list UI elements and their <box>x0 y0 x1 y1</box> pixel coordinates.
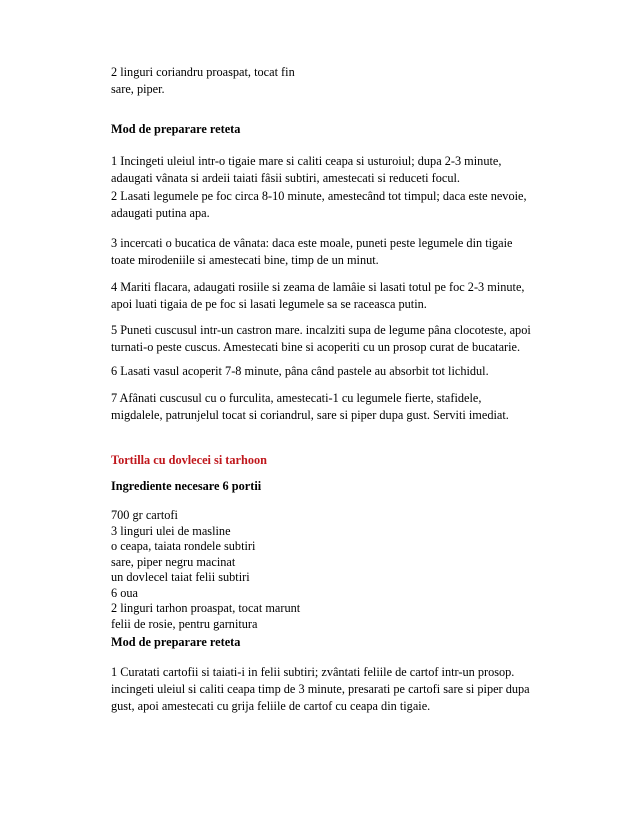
ingredients-list <box>111 508 551 632</box>
ingredients-heading: Ingrediente necesare 6 portii <box>111 479 262 493</box>
step-paragraph <box>111 390 551 424</box>
step-paragraph <box>111 363 551 380</box>
method-heading: Mod de preparare reteta <box>111 122 241 136</box>
step-line: 5 Puneti cuscusul intr-un castron mare. incalziti supa de legume pâna clocoteste, apoi <box>111 323 531 337</box>
ingredient-line: felii de rosie, pentru garnitura <box>111 616 258 631</box>
recipe-title: Tortilla cu dovlecei si tarhoon <box>111 453 267 467</box>
ingredient-line: sare, piper negru macinat <box>111 554 236 569</box>
step-line: turnati-o peste cuscus. Amestecati bine si acoperiti cu un prosop curat de bucatarie. <box>111 340 521 354</box>
step-line: 7 Afânati cuscusul cu o furculita, amestecati-1 cu legumele fierte, stafidele, <box>111 391 482 405</box>
ingredient-line: sare, piper. <box>111 82 165 96</box>
step-line: 6 Lasati vasul acoperit 7-8 minute, pâna când pastele au absorbit tot lichidul. <box>111 364 489 378</box>
ingredient-line: 700 gr cartofi <box>111 508 178 522</box>
step-line: 2 Lasati legumele pe foc circa 8-10 minute, amestecând tot timpul; daca este nevoie, <box>111 189 527 203</box>
step-paragraph <box>111 188 551 222</box>
step-line: toate mirodeniile si amestecati bine, timp de un minut. <box>111 253 379 267</box>
ingredient-line: un dovlecel taiat felii subtiri <box>111 570 250 584</box>
step-paragraph <box>111 322 551 356</box>
step-line: adaugati vânata si ardeii taiati fâsii subtiri, amestecati si reduceti focul. <box>111 171 460 185</box>
ingredient-line: 2 linguri tarhon proaspat, tocat marunt <box>111 601 301 615</box>
ingredients-tail <box>111 64 551 98</box>
step-line: 1 Incingeti uleiul intr-o tigaie mare si caliti ceapa si usturoiul; dupa 2-3 minute, <box>111 154 502 168</box>
step-paragraph <box>111 279 551 313</box>
step-line: gust, apoi amestecati cu grija feliile de cartof cu ceapa din tigaie. <box>111 699 431 713</box>
step-paragraph <box>111 664 551 715</box>
step-line: 3 incercati o bucatica de vânata: daca este moale, puneti peste legumele din tigaie <box>111 236 513 250</box>
step-line: 4 Mariti flacara, adaugati rosiile si zeama de lamâie si lasati totul pe foc 2-3 minute, <box>111 280 525 294</box>
step-line: apoi luati tigaia de pe foc si lasati legumele sa se raceasca putin. <box>111 297 427 311</box>
ingredient-line: o ceapa, taiata rondele subtiri <box>111 539 256 553</box>
step-paragraph <box>111 235 551 269</box>
ingredient-line: 6 oua <box>111 585 138 600</box>
step-paragraph <box>111 153 551 187</box>
ingredient-line: 2 linguri coriandru proaspat, tocat fin <box>111 65 295 79</box>
step-line: adaugati putina apa. <box>111 206 210 220</box>
step-line: incingeti uleiul si caliti ceapa timp de 3 minute, presarati pe cartofi sare si piper dupa <box>111 682 530 696</box>
step-line: 1 Curatati cartofii si taiati-i in felii subtiri; zvântati feliile de cartof intr-un prosop. <box>111 665 515 679</box>
step-line: migdalele, patrunjelul tocat si coriandrul, sare si piper dupa gust. Serviti imediat. <box>111 408 509 422</box>
method-heading: Mod de preparare reteta <box>111 635 241 649</box>
ingredient-line: 3 linguri ulei de masline <box>111 523 231 538</box>
